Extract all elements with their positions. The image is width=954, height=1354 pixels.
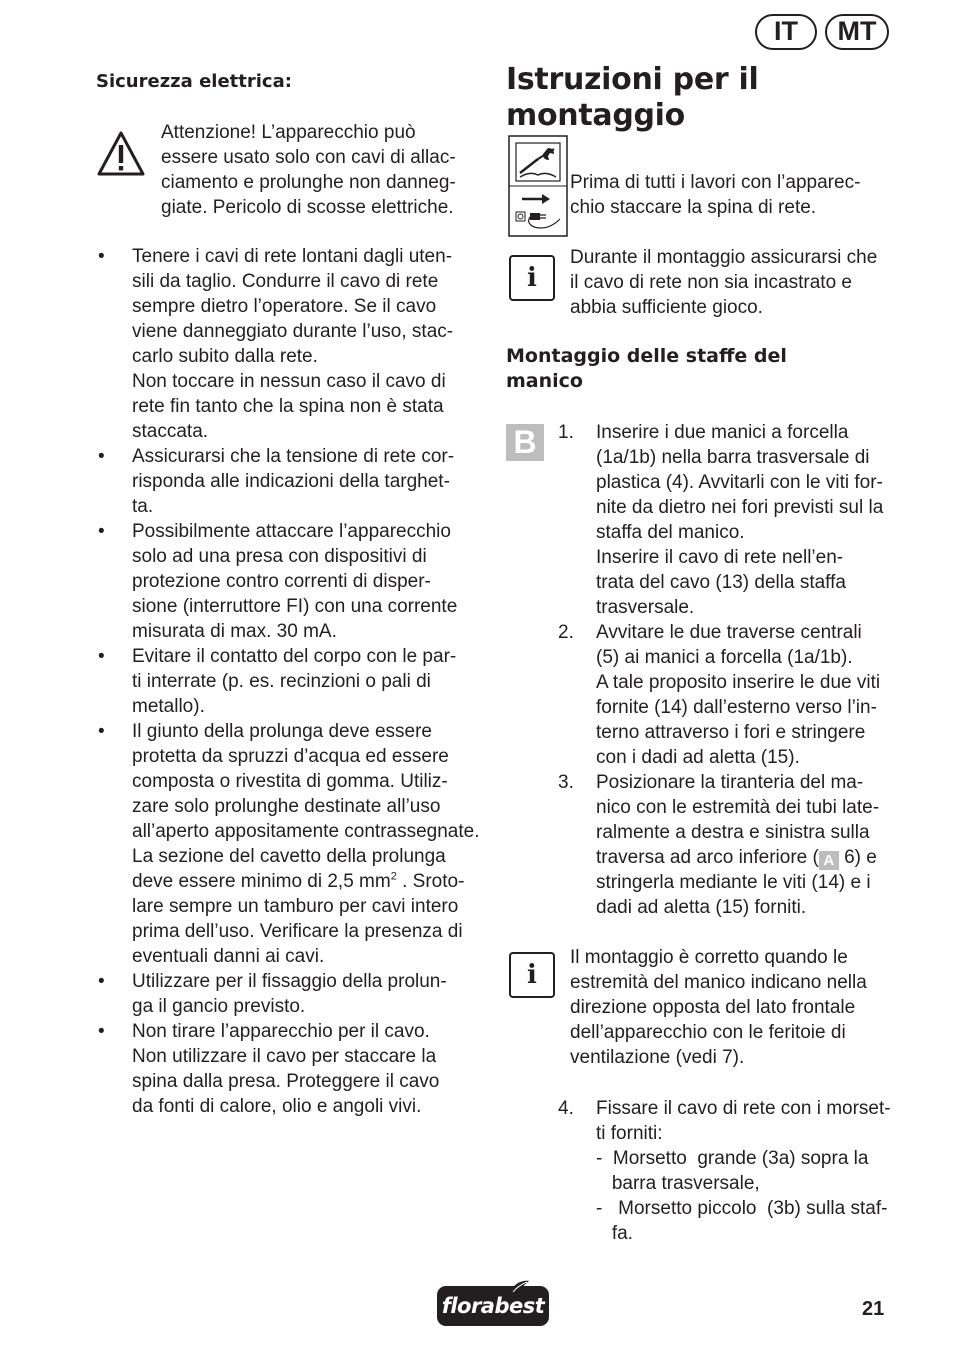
text-line: nico con le estremità dei tubi late- xyxy=(596,797,880,818)
text-line: La sezione del cavetto della prolunga xyxy=(132,846,446,867)
text-line: (1a/1b) nella barra trasversale di xyxy=(596,447,870,468)
step-2 xyxy=(558,620,894,770)
note-cable-text xyxy=(570,245,900,320)
text-line: ga il gancio previsto. xyxy=(132,996,306,1017)
lang-badge-it: IT xyxy=(755,14,817,50)
text-line: spina dalla presa. Proteggere il cavo xyxy=(132,1071,440,1092)
figure-b-marker: B xyxy=(506,424,544,461)
text-line: misurata di max. 30 mA. xyxy=(132,621,337,642)
text-line: terno attraverso i fori e stringere xyxy=(596,722,866,743)
text-line: plastica (4). Avvitarli con le viti for- xyxy=(596,472,883,493)
text-line: nite da dietro nei fori previsti sul la xyxy=(596,497,884,518)
text-line: fornite (14) dall’esterno verso l’in- xyxy=(596,697,877,718)
text-line: (5) ai manici a forcella (1a/1b). xyxy=(596,647,853,668)
step-3 xyxy=(558,770,894,920)
text-line: composta o rivestita di gomma. Utiliz- xyxy=(132,771,448,792)
text-line: ti interrate (p. es. recinzioni o pali di xyxy=(132,671,431,692)
info-icon: i xyxy=(509,952,555,998)
text-line: lare sempre un tamburo per cavi intero xyxy=(132,896,459,917)
text-line: ti forniti: xyxy=(596,1123,663,1144)
text-line: solo ad una presa con dispositivi di xyxy=(132,546,427,567)
list-item xyxy=(96,644,486,719)
text-line: Durante il montaggio assicurarsi che xyxy=(570,247,878,268)
text-line: Posizionare la tiranteria del ma- xyxy=(596,772,864,793)
step-number: 2. xyxy=(558,622,574,643)
text-line xyxy=(132,869,486,894)
text-line: - Morsetto grande (3a) sopra la xyxy=(596,1148,869,1169)
warning-text xyxy=(161,120,491,220)
text-line: Inserire i due manici a forcella xyxy=(596,422,849,443)
brand-name: florabest xyxy=(441,1294,545,1318)
page-title xyxy=(506,62,758,134)
text-line: Avvitare le due traverse centrali xyxy=(596,622,862,643)
text-line: Non toccare in nessun caso il cavo di xyxy=(132,371,446,392)
text-line: Prima di tutti i lavori con l’apparec- xyxy=(570,172,861,193)
text-line: Non utilizzare il cavo per staccare la xyxy=(132,1046,437,1067)
title-line: montaggio xyxy=(506,98,685,133)
step-1 xyxy=(558,420,894,620)
list-item xyxy=(96,1019,486,1119)
text-line: • Non tirare l’apparecchio per il cavo. xyxy=(132,1021,430,1042)
unplug-before-work-icon xyxy=(508,135,568,237)
list-item xyxy=(96,519,486,644)
section-title-electrical-safety: Sicurezza elettrica: xyxy=(96,71,292,92)
superscript: 2 xyxy=(390,870,397,883)
text-line: ta. xyxy=(132,496,154,517)
safety-bullet-list xyxy=(96,244,486,1119)
text-line: abbia sufficiente gioco. xyxy=(570,297,763,318)
warning-icon xyxy=(96,130,146,178)
text-line: • Tenere i cavi di rete lontani dagli uten- xyxy=(132,246,453,267)
text-line: risponda alle indicazioni della targhet- xyxy=(132,471,450,492)
text-line: Il montaggio è corretto quando le xyxy=(570,947,848,968)
figure-a-marker: A xyxy=(819,851,839,870)
list-item xyxy=(96,444,486,519)
subheading-handle-assembly xyxy=(506,344,787,394)
text-fragment: . Sroto- xyxy=(396,871,465,892)
text-line: • Il giunto della prolunga deve essere xyxy=(132,721,432,742)
text-line: stringerla mediante le viti (14) e i xyxy=(596,872,871,893)
text-line: trata del cavo (13) della staffa xyxy=(596,572,846,593)
info-icon: i xyxy=(509,255,555,301)
text-line: Attenzione! L’apparecchio può xyxy=(161,122,416,143)
note-correct-assembly-text xyxy=(570,945,900,1070)
text-line: protezione contro correnti di disper- xyxy=(132,571,431,592)
step-number: 4. xyxy=(558,1098,574,1119)
text-fragment: deve essere minimo di 2,5 mm xyxy=(132,871,391,892)
text-line: zare solo prolunghe destinate all’uso xyxy=(132,796,441,817)
list-item xyxy=(96,969,486,1019)
text-line: ventilazione (vedi 7). xyxy=(570,1047,745,1068)
text-fragment: 6) e xyxy=(838,847,877,868)
note-unplug-text xyxy=(570,170,900,220)
text-line: Fissare il cavo di rete con i morset- xyxy=(596,1098,891,1119)
title-line: Istruzioni per il xyxy=(506,62,759,97)
text-line: chio staccare la spina di rete. xyxy=(570,197,817,218)
text-line: • Evitare il contatto del corpo con le par- xyxy=(132,646,457,667)
text-line: viene danneggiato durante l’uso, stac- xyxy=(132,321,454,342)
text-line: carlo subito dalla rete. xyxy=(132,346,318,367)
text-line: metallo). xyxy=(132,696,205,717)
text-line: A tale proposito inserire le due viti xyxy=(596,672,881,693)
step-4 xyxy=(558,1096,894,1246)
text-line: barra trasversale, xyxy=(596,1173,760,1194)
lang-badge-mt: MT xyxy=(825,14,889,50)
text-line: giate. Pericolo di scosse elettriche. xyxy=(161,197,454,218)
text-line: ciamento e prolunghe non danneg- xyxy=(161,172,456,193)
text-line: • Assicurarsi che la tensione di rete cor- xyxy=(132,446,455,467)
text-line: - Morsetto piccolo (3b) sulla staf- xyxy=(596,1198,888,1219)
text-line: prima dell’uso. Verificare la presenza di xyxy=(132,921,463,942)
text-line: il cavo di rete non sia incastrato e xyxy=(570,272,852,293)
text-line: essere usato solo con cavi di allac- xyxy=(161,147,456,168)
text-line: ralmente a destra e sinistra sulla xyxy=(596,822,870,843)
text-line xyxy=(596,845,894,870)
text-fragment: traversa ad arco inferiore ( xyxy=(596,847,819,868)
text-line: direzione opposta del lato frontale xyxy=(570,997,856,1018)
text-line: • Utilizzare per il fissaggio della prolun- xyxy=(132,971,447,992)
title-line: Montaggio delle staffe del xyxy=(506,345,787,367)
text-line: staccata. xyxy=(132,421,209,442)
text-line: trasversale. xyxy=(596,597,695,618)
brand-logo xyxy=(438,1287,548,1325)
text-line: protetta da spruzzi d’acqua ed essere xyxy=(132,746,449,767)
text-line: • Possibilmente attaccare l’apparecchio xyxy=(132,521,451,542)
logo-leaf-icon xyxy=(508,1280,530,1294)
text-line: eventuali danni ai cavi. xyxy=(132,946,325,967)
list-item xyxy=(96,719,486,969)
text-line: Inserire il cavo di rete nell’en- xyxy=(596,547,844,568)
text-line: sili da taglio. Condurre il cavo di rete xyxy=(132,271,439,292)
text-line: dadi ad aletta (15) forniti. xyxy=(596,897,807,918)
text-line: fa. xyxy=(596,1223,633,1244)
page-number: 21 xyxy=(862,1298,885,1320)
text-line: sempre dietro l’operatore. Se il cavo xyxy=(132,296,437,317)
text-line: rete fin tanto che la spina non è stata xyxy=(132,396,444,417)
text-line: staffa del manico. xyxy=(596,522,745,543)
text-line: da fonti di calore, olio e angoli vivi. xyxy=(132,1096,422,1117)
list-item xyxy=(96,244,486,444)
text-line: all’aperto appositamente contrassegnate. xyxy=(132,821,480,842)
text-line: dell’apparecchio con le feritoie di xyxy=(570,1022,846,1043)
title-line: manico xyxy=(506,370,583,392)
step-number: 3. xyxy=(558,772,574,793)
text-line: con i dadi ad aletta (15). xyxy=(596,747,800,768)
text-line: estremità del manico indicano nella xyxy=(570,972,867,993)
text-line: sione (interruttore FI) con una corrente xyxy=(132,596,458,617)
step-number: 1. xyxy=(558,422,574,443)
